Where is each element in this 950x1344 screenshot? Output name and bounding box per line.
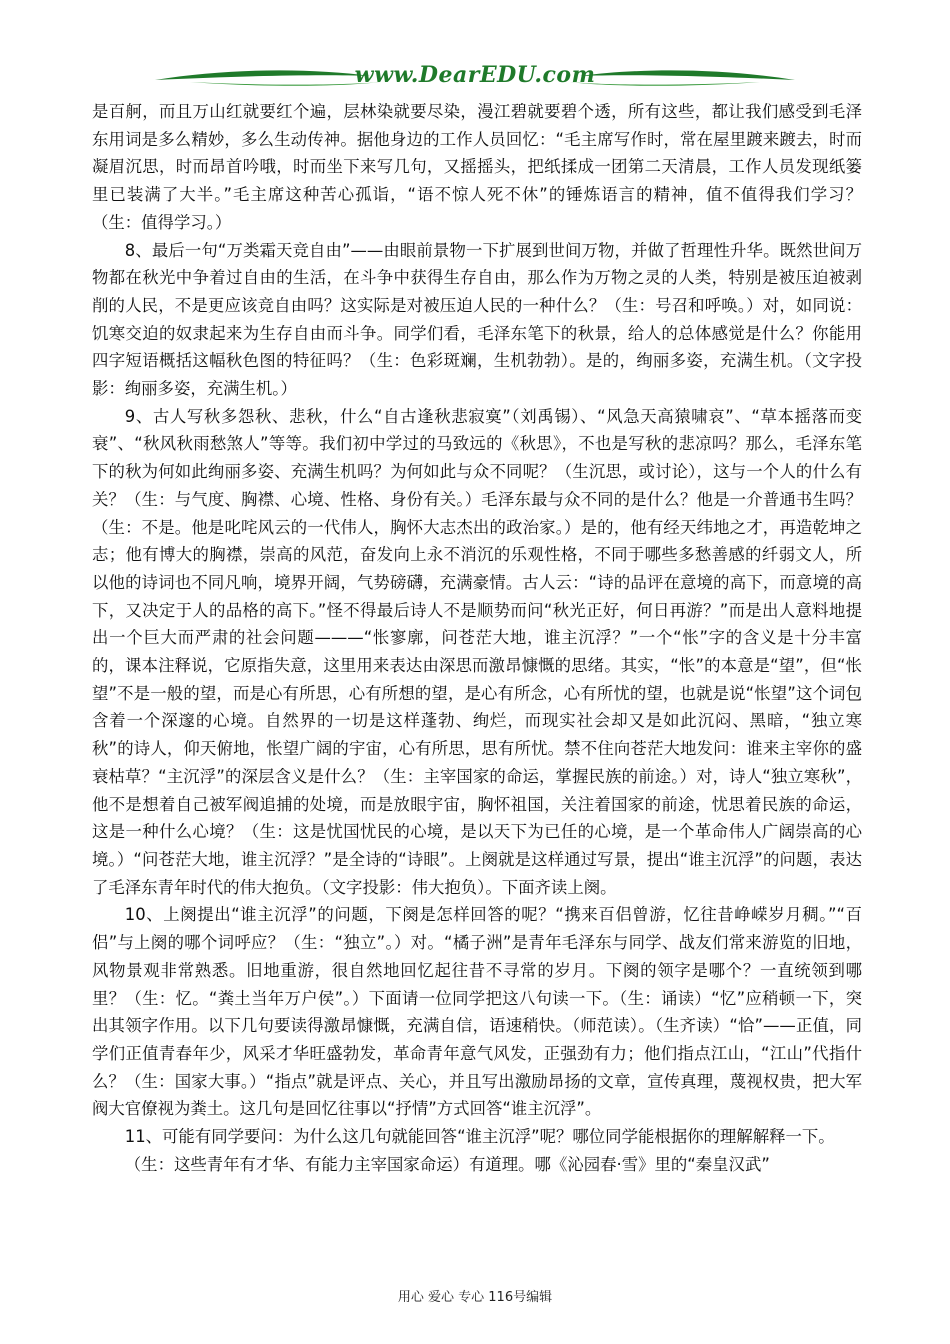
- paragraph: （生：这些青年有才华、有能力主宰国家命运）有道理。哪《沁园春·雪》里的“秦皇汉武”: [124, 1154, 770, 1174]
- article-body: [92, 98, 862, 1178]
- paragraph: 9、古人写秋多怨秋、悲秋，什么“自古逢秋悲寂寞”（刘禹锡）、“风急天高猿啸哀”、“草本摇落而变衰”、“秋风秋雨愁煞人”等等。我们初中学过的马致远的《秋思》，不也是写秋的悲凉吗？那么，毛泽东笔下的秋为何如此绚丽多姿、充满生机吗？为何如此与众不同呢？（生沉思，或讨论），这与一个人的什么有关？（生：与气度、胸襟、心境、性格、身份有关。）毛泽东最与众不同的是什么？他是一介普通书生吗？（生：不是。他是叱咤风云的一代伟人，胸怀大志杰出的政治家。）是的，他有经天纬地之才，再造乾坤之志；他有博大的胸襟，崇高的风范，奋发向上永不消沉的乐观性格，不同于哪些多愁善感的纤弱文人，所以他的诗词也不同凡响，境界开阔，气势磅礴，充满豪情。古人云：“诗的品评在意境的高下，而意境的高下，又决定于人的品格的高下。”怪不得最后诗人不是顺势而问“秋光正好，何日再游？”而是出人意料地提出一个巨大而严肃的社会问题———“怅寥廓，问苍茫大地，谁主沉浮？”一个“怅”字的含义是十分丰富的，课本注释说，它原指失意，这里用来表达由深思而激昂慷慨的思绪。其实，“怅”的本意是“望”，但“怅望”不是一般的望，而是心有所思，心有所想的望，是心有所念，心有所忧的望，也就是说“怅望”这个词包含着一个深邃的心境。自然界的一切是这样蓬勃、绚烂，而现实社会却又是如此沉闷、黑暗，“独立寒秋”的诗人，仰天俯地，怅望广阔的宇宙，心有所思，思有所忧。禁不住向苍茫大地发问：谁来主宰你的盛衰枯草？“主沉浮”的深层含义是什么？（生：主宰国家的命运，掌握民族的前途。）对，诗人“独立寒秋”，他不是想着自己被军阀追捕的处境，而是放眼宇宙，胸怀祖国，关注着国家的前途，忧思着民族的命运，这是一种什么心境？（生：这是忧国忧民的心境，是以天下为已任的心境，是一个革命伟人广阔崇高的心境。）“问苍茫大地，谁主沉浮？”是全诗的“诗眼”。上阕就是这样通过写景，提出“谁主沉浮”的问题，表达了毛泽东青年时代的伟大抱负。（文字投影：伟大抱负）。下面齐读上阕。: [92, 406, 862, 897]
- paragraph: 10、上阕提出“谁主沉浮”的问题，下阕是怎样回答的呢？“携来百侣曾游，忆往昔峥嵘岁月稠。”“百侣”与上阕的哪个词呼应？（生：“独立”。）对。“橘子洲”是青年毛泽东与同学、战友们常来游览的旧地，风物景观非常熟悉。旧地重游，很自然地回忆起往昔不寻常的岁月。下阕的领字是哪个？一直统领到哪里？（生：忆。“粪土当年万户侯”。）下面请一位同学把这八句读一下。（生：诵读）“忆”应稍顿一下，突出其领字作用。以下几句要读得激昂慷慨，充满自信，语速稍快。（师范读）。（生齐读）“恰”——正值，同学们正值青春年少，风采才华旺盛勃发，革命青年意气风发，正强劲有力；他们指点江山，“江山”代指什么？（生：国家大事。）“指点”就是评点、关心，并且写出激励昂扬的文章，宣传真理，蔑视权贵，把大军阀大官僚视为粪土。这几句是回忆往事以“抒情”方式回答“谁主沉浮”。: [92, 905, 862, 1119]
- paragraph: 11、可能有同学要问：为什么这几句就能回答“谁主沉浮”呢？哪位同学能根据你的理解解释一下。: [124, 1127, 835, 1147]
- paragraph: 是百舸，而且万山红就要红个遍，层林染就要尽染，漫江碧就要碧个透，所有这些，都让我们感受到毛泽东用词是多么精妙，多么生动传神。据他身边的工作人员回忆：“毛主席写作时，常在屋里踱来踱去，时而凝眉沉思，时而昂首吟哦，时而坐下来写几句，又摇摇头，把纸揉成一团第二天清晨，工作人员发现纸篓里已装满了大半。”毛主席这种苦心孤诣，“语不惊人死不休”的锤炼语言的精神，值不值得我们学习？（生：值得学习。）: [92, 102, 862, 232]
- site-logo-text: www.DearEDU.com: [354, 62, 596, 88]
- site-header: [150, 58, 800, 98]
- page-footer: 用心 爱心 专心 116号编辑: [397, 1290, 553, 1305]
- paragraph: 8、最后一句“万类霜天竞自由”——由眼前景物一下扩展到世间万物，并做了哲理性升华。既然世间万物都在秋光中争着过自由的生活，在斗争中获得生存自由，那么作为万物之灵的人类，特别是被压迫被剥削的人民，不是更应该竞自由吗？这实际是对被压迫人民的一种什么？（生：号召和呼唤。）对，如同说：饥寒交迫的奴隶起来为生存自由而斗争。同学们看，毛泽东笔下的秋景，给人的总体感觉是什么？你能用四字短语概括这幅秋色图的特征吗？（生：色彩斑斓，生机勃勃）。是的，绚丽多姿，充满生机。（文字投影：绚丽多姿，充满生机。）: [92, 240, 862, 399]
